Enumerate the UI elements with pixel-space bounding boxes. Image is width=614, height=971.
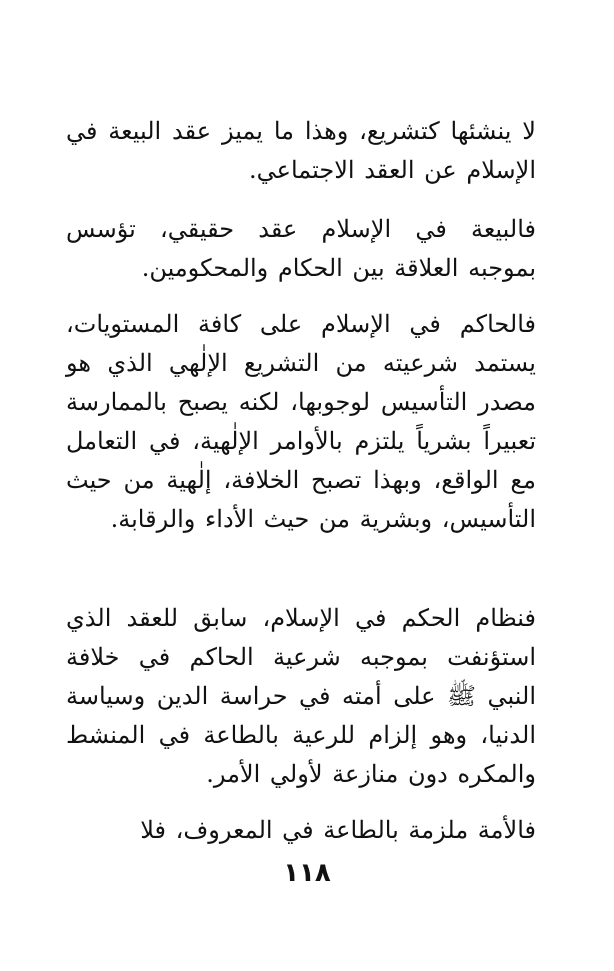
- page-number: ١١٨: [283, 858, 331, 888]
- paragraph-1: لا ينشئها كتشريع، وهذا ما يميز عقد البيعة في الإسلام عن العقد الاجتماعي.: [66, 117, 536, 184]
- paragraph-2: فالبيعة في الإسلام عقد حقيقي، تؤسس بموجبه العلاقة بين الحكام والمحكومين.: [66, 215, 536, 282]
- paragraph-3: فالحاكم في الإسلام على كافة المستويات، يستمد شرعيته من التشريع الإلٰهي الذي هو مصدر التأسيس لوجوبها، لكنه يصبح بالممارسة تعبيراً بشرياً يلتزم بالأوامر الإلٰهية، في التعامل مع الواقع، وبهذا تصبح الخلافة، إلٰهية من حيث التأسيس، وبشرية من حيث الأداء والرقابة.: [66, 310, 536, 533]
- paragraph-5: فالأمة ملزمة بالطاعة في المعروف، فلا: [140, 816, 536, 844]
- paragraph-4: فنظام الحكم في الإسلام، سابق للعقد الذي استؤنفت بموجبه شرعية الحاكم في خلافة النبي ﷺ على أمته في حراسة الدين وسياسة الدنيا، وهو إلزام للرعية بالطاعة في المنشط والمكره دون منازعة لأولي الأمر.: [66, 604, 536, 788]
